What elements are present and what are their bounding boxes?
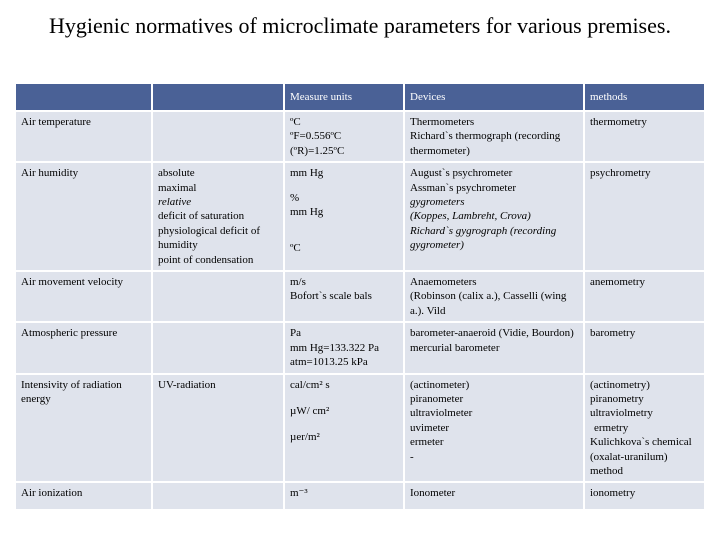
device-line: (actinometer) bbox=[410, 378, 470, 391]
page-title: Hygienic normatives of microclimate parameters for various premises. bbox=[49, 13, 671, 38]
device-line: mercurial barometer bbox=[410, 341, 500, 354]
device-line: gygrometers bbox=[410, 196, 465, 209]
methods-cell bbox=[585, 323, 704, 372]
device-line: Richard`s thermograph (recording thermometer) bbox=[410, 130, 561, 157]
methods-cell bbox=[585, 272, 704, 321]
method-line: psychrometry bbox=[590, 167, 651, 180]
sub-line: deficit of saturation bbox=[158, 210, 245, 223]
table-row bbox=[16, 112, 704, 161]
unit-line: mm Hg bbox=[290, 167, 324, 180]
device-line: barometer-anaeroid (Vidie, Bourdon) bbox=[410, 327, 574, 340]
methods-cell bbox=[585, 112, 704, 161]
subparameter-cell bbox=[153, 483, 283, 509]
method-line: Kulichkova`s chemical (oxalat-uranilum) method bbox=[590, 436, 692, 477]
unit-line: m/s bbox=[290, 276, 306, 289]
unit-line: cal/cm² s bbox=[290, 378, 330, 391]
parameter-cell bbox=[16, 483, 151, 509]
sub-line: point of condensation bbox=[158, 253, 254, 266]
subparameter-cell bbox=[153, 112, 283, 161]
method-line: ermetry bbox=[594, 421, 629, 434]
sub-line: relative bbox=[158, 196, 192, 209]
table-row bbox=[16, 375, 704, 482]
unit-line: µer/m² bbox=[290, 431, 320, 444]
device-line: Anaemometers bbox=[410, 276, 477, 289]
header-cell-methods: methods bbox=[585, 84, 704, 110]
parameter-name: Air ionization bbox=[21, 487, 83, 500]
header-cell-units: Measure units bbox=[285, 84, 403, 110]
device-line: Richard`s gygrograph (recording gygrometer) bbox=[410, 224, 557, 252]
sub-line: absolute bbox=[158, 167, 195, 180]
table-row bbox=[16, 323, 704, 372]
method-line: ionometry bbox=[590, 487, 636, 500]
subparameter-cell bbox=[153, 323, 283, 372]
method-line: barometry bbox=[590, 327, 636, 340]
device-line: Thermometers bbox=[410, 116, 475, 128]
table-row bbox=[16, 163, 704, 270]
header-cell-subparameter bbox=[153, 84, 283, 110]
devices-cell bbox=[405, 163, 583, 270]
sub-line: physiological deficit of humidity bbox=[158, 224, 261, 252]
device-line: ultraviolmeter bbox=[410, 407, 473, 420]
devices-cell bbox=[405, 112, 583, 161]
parameter-cell bbox=[16, 323, 151, 372]
devices-cell bbox=[405, 483, 583, 509]
method-line: piranometry bbox=[590, 392, 644, 405]
units-cell bbox=[285, 375, 403, 482]
methods-cell bbox=[585, 483, 704, 509]
device-line: Assman`s psychrometer bbox=[410, 181, 517, 194]
parameter-cell bbox=[16, 112, 151, 161]
method-line: ultraviolmetry bbox=[590, 407, 653, 420]
units-cell bbox=[285, 323, 403, 372]
unit-line: (ºR)=1.25ºC bbox=[290, 144, 345, 157]
table-header-row bbox=[16, 84, 704, 110]
subparameter-cell bbox=[153, 272, 283, 321]
method-line: (actinometry) bbox=[590, 378, 650, 391]
device-line: uvimeter bbox=[410, 421, 450, 434]
unit-line: ºC bbox=[290, 242, 301, 255]
method-line: thermometry bbox=[590, 116, 647, 128]
table-row bbox=[16, 483, 704, 509]
subparameter-cell bbox=[153, 375, 283, 482]
unit-line: Pa bbox=[290, 327, 301, 340]
normatives-table bbox=[14, 82, 706, 511]
devices-cell bbox=[405, 272, 583, 321]
device-line: August`s psychrometer bbox=[410, 167, 513, 180]
units-cell bbox=[285, 272, 403, 321]
unit-line: mm Hg=133.322 Pa bbox=[290, 341, 380, 354]
parameter-cell bbox=[16, 272, 151, 321]
units-cell bbox=[285, 163, 403, 270]
parameter-cell bbox=[16, 375, 151, 482]
units-cell bbox=[285, 112, 403, 161]
parameter-name: Intensivity of radiation energy bbox=[21, 378, 122, 405]
unit-line: m⁻³ bbox=[290, 487, 308, 500]
unit-line: atm=1013.25 kPa bbox=[290, 356, 368, 369]
unit-line: µW/ cm² bbox=[290, 404, 330, 417]
unit-line: ºC bbox=[290, 116, 301, 128]
devices-cell bbox=[405, 323, 583, 372]
parameter-name: Air temperature bbox=[21, 116, 91, 128]
sub-line: maximal bbox=[158, 181, 197, 194]
table-row bbox=[16, 272, 704, 321]
methods-cell bbox=[585, 163, 704, 270]
unit-line: ºF=0.556ºC bbox=[290, 130, 342, 143]
device-line: Ionometer bbox=[410, 487, 456, 500]
sub-line: UV-radiation bbox=[158, 378, 216, 391]
device-line: (Koppes, Lambreht, Crova) bbox=[410, 210, 531, 223]
method-line: anemometry bbox=[590, 276, 645, 289]
header-cell-parameter bbox=[16, 84, 151, 110]
parameter-name: Atmospheric pressure bbox=[21, 327, 118, 340]
device-line: piranometer bbox=[410, 392, 464, 405]
parameter-name: Air humidity bbox=[21, 167, 79, 180]
parameter-cell bbox=[16, 163, 151, 270]
device-line: (Robinson (calix a.), Casselli (wing a.). Vild bbox=[410, 290, 567, 317]
parameter-name: Air movement velocity bbox=[21, 276, 124, 289]
subparameter-cell bbox=[153, 163, 283, 270]
device-line: - bbox=[410, 450, 414, 463]
unit-line: % bbox=[290, 191, 300, 204]
device-line: ermeter bbox=[410, 436, 444, 449]
unit-line: mm Hg bbox=[290, 206, 324, 219]
units-cell bbox=[285, 483, 403, 509]
unit-line: Bofort`s scale bals bbox=[290, 290, 372, 303]
header-cell-devices: Devices bbox=[405, 84, 583, 110]
methods-cell bbox=[585, 375, 704, 482]
devices-cell bbox=[405, 375, 583, 482]
